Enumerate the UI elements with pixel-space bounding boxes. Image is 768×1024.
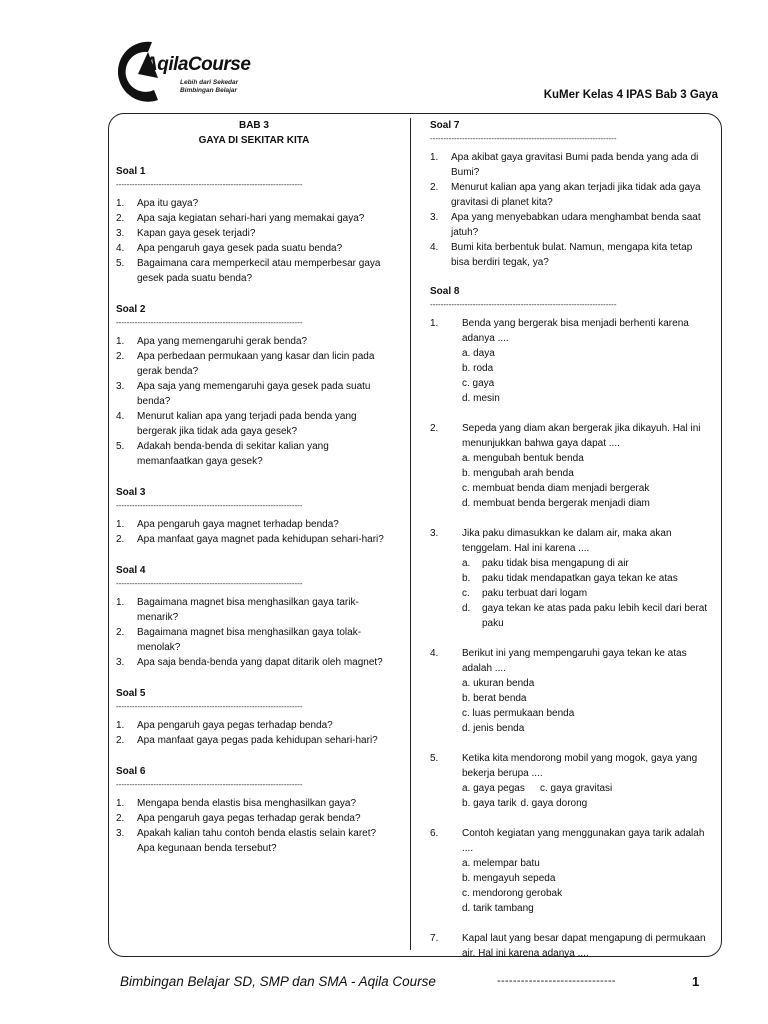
question-number: 2. [116,735,125,746]
answer-option: a. melempar batu [462,858,540,869]
question-list [116,718,392,748]
question-item [116,595,392,625]
left-sections [116,164,392,856]
question-text: Apakah kalian tahu contoh benda elastis selain karet? Apa kegunaan benda tersebut? [137,828,377,854]
answer-option: a. daya [462,348,495,359]
question-item [430,210,710,240]
multiple-choice-list [430,316,710,961]
option-list [462,556,710,631]
soal-section [116,485,392,547]
question-item [116,811,392,826]
question-number: 1. [116,519,125,530]
section-title: Soal 3 [116,487,146,498]
mc-question [430,316,710,406]
answer-option: d. mesin [462,393,500,404]
question-number: 5. [430,753,439,764]
question-item [116,826,392,856]
answer-option-row [462,796,710,811]
question-text: Bumi kita berbentuk bulat. Namun, mengapa kita tetap bisa berdiri tegak, ya? [451,242,693,268]
answer-option: b. mengubah arah benda [462,468,574,479]
mc-question [430,826,710,916]
option-text: gaya tekan ke atas pada paku lebih kecil dari berat paku [482,603,708,629]
answer-option: a. mengubah bentuk benda [462,453,584,464]
dashed-rule: ---------------------------------------------------------------------- [430,134,617,143]
dashed-rule: ---------------------------------------------------------------------- [116,702,303,711]
question-item [116,625,392,655]
tagline-1: Lebih dari Sekedar [180,79,239,86]
page-number: 1 [692,974,700,989]
section-title: Soal 6 [116,766,146,777]
question-list [430,150,710,270]
question-list [116,334,392,469]
answer-option: d. tarik tambang [462,903,534,914]
mc-question [430,751,710,811]
question-text: Apa saja benda-benda yang dapat ditarik oleh magnet? [137,657,383,668]
question-list [116,517,392,547]
question-list [116,595,392,670]
brand-name: AqilaCourse [144,54,251,75]
question-text: Apa yang menyebabkan udara menghambat benda saat jatuh? [451,212,701,238]
dashed-rule: ---------------------------------------------------------------------- [116,180,303,189]
question-text: Apa perbedaan permukaan yang kasar dan licin pada gerak benda? [137,351,375,377]
answer-option: b. mengayuh sepeda [462,873,556,884]
soal-section [116,164,392,286]
question-text: Mengapa benda elastis bisa menghasilkan gaya? [137,798,357,809]
question-number: 2. [116,813,125,824]
question-text: Apa saja yang memengaruhi gaya gesek pada suatu benda? [137,381,371,407]
answer-option: c. gaya gravitasi [540,783,613,794]
logo [118,38,251,106]
option-list [462,856,710,916]
question-text: Apa itu gaya? [137,198,199,209]
question-number: 1. [116,336,125,347]
question-text: Adakah benda-benda di sekitar kalian yang memanfaatkan gaya gesek? [137,441,329,467]
question-text: Menurut kalian apa yang akan terjadi jika tidak ada gaya gravitasi di planet kita? [451,182,701,208]
question-text: Apa manfaat gaya pegas pada kehidupan sehari-hari? [137,735,378,746]
question-item [116,796,392,811]
question-item [116,241,392,256]
question-number: 2. [430,423,439,434]
question-text: Contoh kegiatan yang menggunakan gaya tarik adalah .... [462,828,705,854]
document-title: KuMer Kelas 4 IPAS Bab 3 Gaya [543,89,718,101]
chapter-title: GAYA DI SEKITAR KITA [198,135,310,146]
question-text: Bagaimana cara memperkecil atau memperbesar gaya gesek pada suatu benda? [137,258,381,284]
question-item [116,532,392,547]
question-number: 2. [116,213,125,224]
question-item [116,439,392,469]
question-number: 1. [430,318,439,329]
footer-text: Bimbingan Belajar SD, SMP dan SMA - Aqila Course [120,974,436,989]
question-text: Jika paku dimasukkan ke dalam air, maka akan tenggelam. Hal ini karena .... [462,528,672,554]
question-item [116,733,392,748]
question-text: Sepeda yang diam akan bergerak jika dikayuh. Hal ini menunjukkan bahwa gaya dapat .... [462,423,701,449]
column-divider [410,118,411,950]
question-number: 1. [116,597,125,608]
question-item [430,150,710,180]
section-title: Soal 2 [116,304,146,315]
question-number: 1. [116,798,125,809]
question-number: 1. [116,198,125,209]
section-title: Soal 7 [430,120,460,131]
question-item [116,379,392,409]
option-list [462,781,710,811]
answer-option: d. gaya dorong [520,798,588,809]
question-item [116,409,392,439]
answer-option [462,571,710,586]
question-text: Apa pengaruh gaya magnet terhadap benda? [137,519,339,530]
question-number: 3. [430,528,439,539]
question-list [116,196,392,286]
question-number: 6. [430,828,439,839]
question-number: 7. [430,933,439,944]
answer-option: a. gaya pegas [462,783,525,794]
answer-option: b. berat benda [462,693,527,704]
answer-option: d. membuat benda bergerak menjadi diam [462,498,650,509]
soal-section [116,764,392,856]
question-text: Bagaimana magnet bisa menghasilkan gaya tarik-menarik? [137,597,359,623]
question-text: Kapal laut yang besar dapat mengapung di permukaan air. Hal ini karena adanya .... [462,933,706,959]
answer-option: c. gaya [462,378,495,389]
section-title: Soal 8 [430,286,460,297]
question-text: Apa akibat gaya gravitasi Bumi pada benda yang ada di Bumi? [451,152,699,178]
soal-section [116,686,392,748]
answer-option [462,556,710,571]
question-number: 3. [116,657,125,668]
option-text: paku tidak mendapatkan gaya tekan ke atas [482,573,678,584]
option-letter: d. [462,603,471,614]
dashed-rule: ---------------------------------------------------------------------- [430,300,617,309]
question-text: Berikut ini yang mempengaruhi gaya tekan ke atas adalah .... [462,648,687,674]
tagline-2: Bimbingan Belajar [180,87,238,94]
mc-question [430,421,710,511]
question-number: 5. [116,441,125,452]
question-text: Apa pengaruh gaya gesek pada suatu benda? [137,243,343,254]
question-item [116,517,392,532]
option-text: paku terbuat dari logam [482,588,588,599]
soal-section [116,302,392,469]
question-item [116,718,392,733]
question-number: 2. [116,351,125,362]
answer-option: b. roda [462,363,494,374]
question-number: 4. [430,648,439,659]
question-number: 4. [116,243,125,254]
question-item [116,334,392,349]
question-item [430,180,710,210]
section-title: Soal 1 [116,166,146,177]
question-text: Menurut kalian apa yang terjadi pada benda yang bergerak jika tidak ada gaya gesek? [137,411,357,437]
answer-option [462,601,710,631]
question-text: Kapan gaya gesek terjadi? [137,228,256,239]
right-column [430,118,710,976]
question-list [116,796,392,856]
option-list [462,676,710,736]
dashed-rule: ---------------------------------------------------------------------- [116,579,303,588]
question-text: Apa pengaruh gaya pegas terhadap benda? [137,720,333,731]
chapter-number: BAB 3 [238,120,269,131]
option-list [462,451,710,511]
mc-question [430,526,710,631]
option-text: paku tidak bisa mengapung di air [482,558,629,569]
question-text: Ketika kita mendorong mobil yang mogok, gaya yang bekerja berupa .... [462,753,698,779]
section-title: Soal 4 [116,565,146,576]
question-number: 3. [116,228,125,239]
dashed-rule: ---------------------------------------------------------------------- [116,501,303,510]
question-number: 3. [116,828,125,839]
question-item [116,226,392,241]
answer-option: b. gaya tarik [462,798,517,809]
answer-option [462,586,710,601]
answer-option: c. membuat benda diam menjadi bergerak [462,483,650,494]
question-number: 5. [116,258,125,269]
option-list [462,346,710,406]
mc-question [430,931,710,961]
soal-7-section [430,118,710,270]
question-text: Apa pengaruh gaya pegas terhadap gerak benda? [137,813,361,824]
question-text: Benda yang bergerak bisa menjadi berhenti karena adanya .... [462,318,689,344]
section-title: Soal 5 [116,688,146,699]
question-number: 2. [116,627,125,638]
question-item [116,655,392,670]
left-column [116,118,392,872]
dashed-rule: ---------------------------------------------------------------------- [116,318,303,327]
question-text: Bagaimana magnet bisa menghasilkan gaya tolak-menolak? [137,627,362,653]
answer-option: c. luas permukaan benda [462,708,575,719]
option-letter: b. [462,573,471,584]
answer-option: d. jenis benda [462,723,525,734]
question-number: 2. [430,182,439,193]
question-item [116,349,392,379]
dashed-rule: ---------------------------------------------------------------------- [116,780,303,789]
question-item [116,256,392,286]
question-number: 1. [430,152,439,163]
question-text: Apa manfaat gaya magnet pada kehidupan sehari-hari? [137,534,384,545]
question-number: 3. [430,212,439,223]
question-item [116,196,392,211]
option-letter: a. [462,558,471,569]
answer-option-row [462,781,710,796]
question-item [116,211,392,226]
question-number: 2. [116,534,125,545]
question-text: Apa yang memengaruhi gerak benda? [137,336,308,347]
soal-section [116,563,392,670]
question-number: 3. [116,381,125,392]
answer-option: a. ukuran benda [462,678,535,689]
answer-option: c. mendorong gerobak [462,888,563,899]
soal-8-section [430,284,710,961]
question-number: 4. [430,242,439,253]
question-number: 4. [116,411,125,422]
question-item [430,240,710,270]
question-number: 1. [116,720,125,731]
footer-dashes: ------------------------------ [497,975,616,987]
option-letter: c. [462,588,470,599]
mc-question [430,646,710,736]
question-text: Apa saja kegiatan sehari-hari yang memakai gaya? [137,213,365,224]
